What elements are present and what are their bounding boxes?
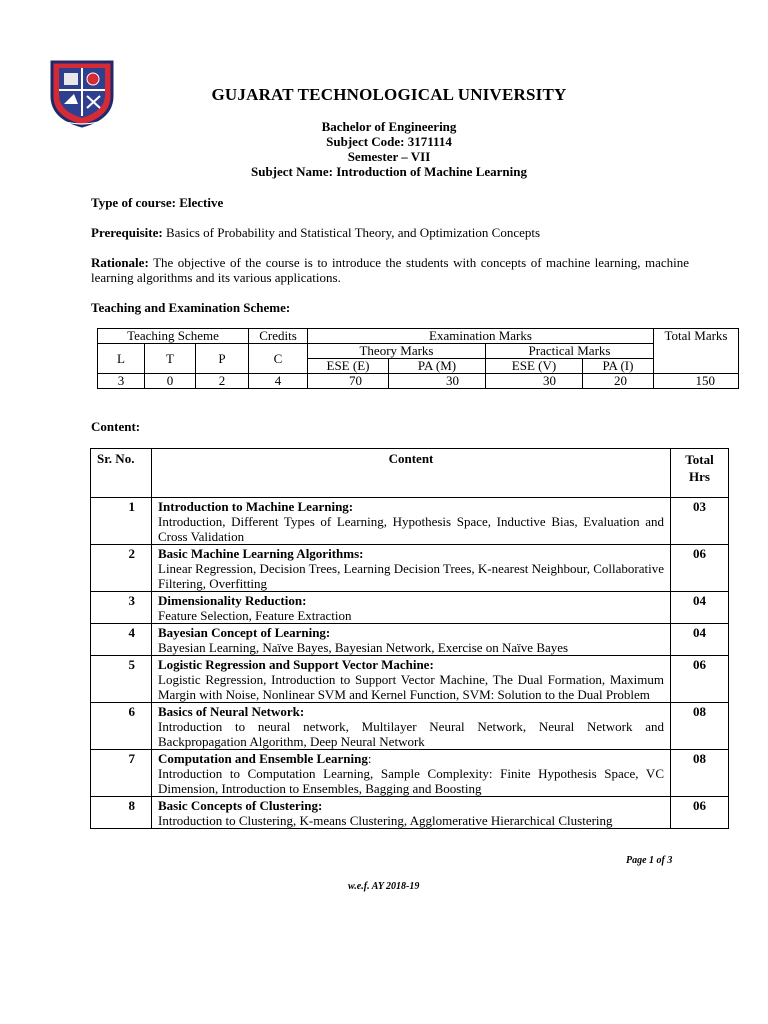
page-number: Page 1 of 3	[626, 855, 673, 866]
row-description: Logistic Regression, Introduction to Support Vector Machine, The Dual Formation, Maximum Margin with Noise, Nonlinear SVM and Kernel Function, SVM: Solution to the Dual Problem	[158, 672, 664, 702]
table-row	[91, 592, 729, 624]
row-sr-no: 1	[91, 498, 152, 545]
prerequisite-label: Prerequisite:	[91, 225, 163, 240]
p-header: P	[196, 344, 249, 374]
row-hours: 04	[671, 624, 729, 656]
content-header: Content	[152, 449, 671, 498]
row-content	[152, 656, 671, 703]
pa-i-value: 20	[583, 374, 654, 389]
row-description: Bayesian Learning, Naïve Bayes, Bayesian Network, Exercise on Naïve Bayes	[158, 640, 569, 655]
c-value: 4	[249, 374, 308, 389]
row-description: Feature Selection, Feature Extraction	[158, 608, 352, 623]
row-description: Linear Regression, Decision Trees, Learning Decision Trees, K-nearest Neighbour, Collaborative Filtering, Overfitting	[158, 561, 665, 591]
row-hours: 08	[671, 703, 729, 750]
row-hours: 04	[671, 592, 729, 624]
row-sr-no: 6	[91, 703, 152, 750]
row-hours: 08	[671, 750, 729, 797]
row-title: Basics of Neural Network:	[158, 704, 305, 719]
row-sr-no: 2	[91, 545, 152, 592]
row-sr-no: 3	[91, 592, 152, 624]
total-value: 150	[654, 374, 739, 389]
rationale-label: Rationale:	[91, 255, 149, 270]
row-hours: 06	[671, 656, 729, 703]
scheme-values-row	[98, 374, 739, 389]
semester: Semester – VII	[347, 149, 431, 164]
pa-m-value: 30	[389, 374, 486, 389]
table-row	[91, 797, 729, 829]
subject-name: Subject Name: Introduction of Machine Learning	[250, 164, 527, 179]
theory-marks-header: Theory Marks	[308, 344, 486, 359]
l-header: L	[98, 344, 145, 374]
practical-marks-header: Practical Marks	[486, 344, 654, 359]
subject-code: Subject Code: 3171114	[326, 134, 452, 149]
row-hours: 03	[671, 498, 729, 545]
prerequisite	[91, 225, 689, 240]
content-table	[90, 448, 729, 829]
total-marks-header: Total Marks	[654, 329, 739, 374]
credits-header: Credits	[249, 329, 308, 344]
t-value: 0	[145, 374, 196, 389]
row-description: Introduction to Clustering, K-means Clustering, Agglomerative Hierarchical Clustering	[158, 813, 613, 828]
row-content	[152, 545, 671, 592]
row-sr-no: 4	[91, 624, 152, 656]
exam-marks-header: Examination Marks	[308, 329, 654, 344]
row-title: Basic Concepts of Clustering:	[158, 798, 323, 813]
table-row	[91, 498, 729, 545]
rationale-text: The objective of the course is to introduce the students with concepts of machine learning, machine learning algorithms and its various applications.	[91, 255, 689, 285]
t-header: T	[145, 344, 196, 374]
c-header: C	[249, 344, 308, 374]
p-value: 2	[196, 374, 249, 389]
row-title: Introduction to Machine Learning:	[158, 499, 354, 514]
row-content	[152, 498, 671, 545]
table-row	[91, 750, 729, 797]
sr-no-header: Sr. No.	[91, 449, 152, 498]
ese-v-value: 30	[486, 374, 583, 389]
row-content	[152, 592, 671, 624]
content-heading: Content:	[91, 419, 141, 434]
table-row	[91, 703, 729, 750]
row-hours: 06	[671, 545, 729, 592]
table-row	[91, 624, 729, 656]
row-description: Introduction to Computation Learning, Sample Complexity: Finite Hypothesis Space, VC Dimension, Introduction to Ensembles, Bagging and Boosting	[158, 766, 664, 796]
row-sr-no: 8	[91, 797, 152, 829]
ese-e-header: ESE (E)	[308, 359, 389, 374]
table-row	[91, 656, 729, 703]
teaching-scheme-header: Teaching Scheme	[98, 329, 249, 344]
row-title: Logistic Regression and Support Vector Machine:	[158, 657, 434, 672]
row-title: Computation and Ensemble Learning	[158, 751, 368, 766]
row-title: Dimensionality Reduction:	[158, 593, 307, 608]
row-description: Introduction to neural network, Multilayer Neural Network, Neural Network and Backpropagation Algorithm, Deep Neural Network	[158, 719, 664, 749]
ese-v-header: ESE (V)	[486, 359, 583, 374]
degree: Bachelor of Engineering	[321, 119, 457, 134]
row-content	[152, 703, 671, 750]
content-header-row	[91, 449, 729, 498]
row-content	[152, 750, 671, 797]
prerequisite-text: Basics of Probability and Statistical Theory, and Optimization Concepts	[165, 225, 541, 240]
pa-m-header: PA (M)	[389, 359, 486, 374]
row-title: Bayesian Concept of Learning:	[158, 625, 331, 640]
row-content	[152, 624, 671, 656]
scheme-heading: Teaching and Examination Scheme:	[91, 300, 291, 315]
row-description: Introduction, Different Types of Learning, Hypothesis Space, Inductive Bias, Evaluation and Cross Validation	[158, 514, 664, 544]
rationale	[91, 255, 689, 285]
scheme-table	[97, 328, 739, 389]
total-hrs-header: Total Hrs	[671, 449, 729, 498]
row-sr-no: 7	[91, 750, 152, 797]
university-name: GUJARAT TECHNOLOGICAL UNIVERSITY	[211, 85, 567, 104]
row-hours: 06	[671, 797, 729, 829]
table-row	[91, 545, 729, 592]
effective-from: w.e.f. AY 2018-19	[348, 881, 420, 892]
subject-header	[0, 119, 768, 179]
row-title-suffix: :	[367, 751, 372, 766]
row-sr-no: 5	[91, 656, 152, 703]
pa-i-header: PA (I)	[583, 359, 654, 374]
row-content	[152, 797, 671, 829]
l-value: 3	[98, 374, 145, 389]
row-title: Basic Machine Learning Algorithms:	[158, 546, 364, 561]
course-type: Type of course: Elective	[91, 195, 224, 210]
ese-e-value: 70	[308, 374, 389, 389]
